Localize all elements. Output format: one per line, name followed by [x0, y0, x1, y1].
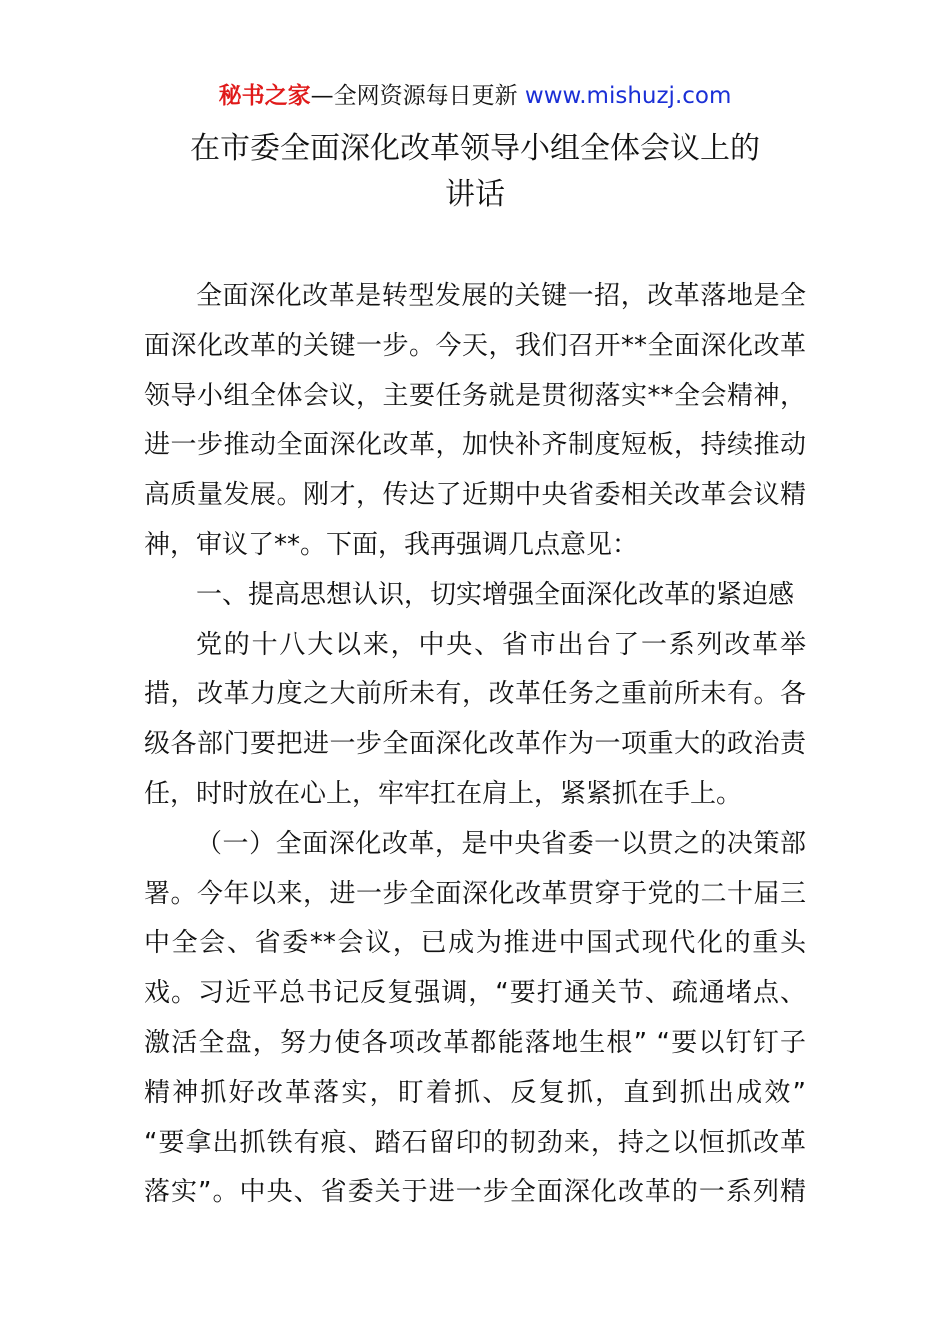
- body-line: 领导小组全体会议，主要任务就是贯彻落实**全会精神，: [144, 380, 806, 411]
- section-heading: 一、提高思想认识，切实增强全面深化改革的紧迫感: [196, 579, 795, 610]
- document-body: [144, 272, 806, 1218]
- title-line-1: 在市委全面深化改革领导小组全体会议上的: [190, 131, 760, 166]
- body-line: “要拿出抓铁有痕、踏石留印的韧劲来，持之以恒抓改革: [144, 1127, 806, 1158]
- body-line: 全面深化改革是转型发展的关键一招，改革落地是全: [196, 281, 806, 311]
- title-line-2: 讲话: [445, 177, 505, 212]
- body-line: 激活全盘，努力使各项改革都能落地生根” “要以钉钉子: [144, 1027, 806, 1058]
- body-line: 面深化改革的关键一步。今天，我们召开**全面深化改革: [144, 330, 806, 361]
- body-line: 中全会、省委**会议，已成为推进中国式现代化的重头: [144, 928, 806, 959]
- site-tagline: —全网资源每日更新: [310, 83, 518, 109]
- body-line: 级各部门要把进一步全面深化改革作为一项重大的政治责: [144, 729, 806, 760]
- body-line: 高质量发展。刚才，传达了近期中央省委相关改革会议精: [144, 480, 806, 511]
- site-banner: [0, 80, 950, 112]
- site-name: 秘书之家: [218, 83, 311, 109]
- document-title: [0, 126, 950, 218]
- body-line: 署。今年以来，进一步全面深化改革贯穿于党的二十届三: [144, 878, 806, 909]
- body-line: （一）全面深化改革，是中央省委一以贯之的决策部: [196, 828, 806, 859]
- site-url-link[interactable]: www.mishuzj.com: [524, 83, 732, 109]
- body-line: 任，时时放在心上，牢牢扛在肩上，紧紧抓在手上。: [144, 778, 743, 809]
- body-line: 神，审议了**。下面，我再强调几点意见：: [144, 529, 639, 560]
- body-line: 戏。习近平总书记反复强调，“要打通关节、疏通堵点、: [144, 978, 806, 1009]
- body-line: 党的十八大以来，中央、省市出台了一系列改革举: [196, 629, 806, 660]
- body-line: 落实”。中央、省委关于进一步全面深化改革的一系列精: [144, 1177, 806, 1208]
- body-line: 进一步推动全面深化改革，加快补齐制度短板，持续推动: [144, 430, 806, 461]
- body-line: 措，改革力度之大前所未有，改革任务之重前所未有。各: [144, 679, 806, 710]
- body-line: 精神抓好改革落实，盯着抓、反复抓，直到抓出成效”: [144, 1077, 806, 1108]
